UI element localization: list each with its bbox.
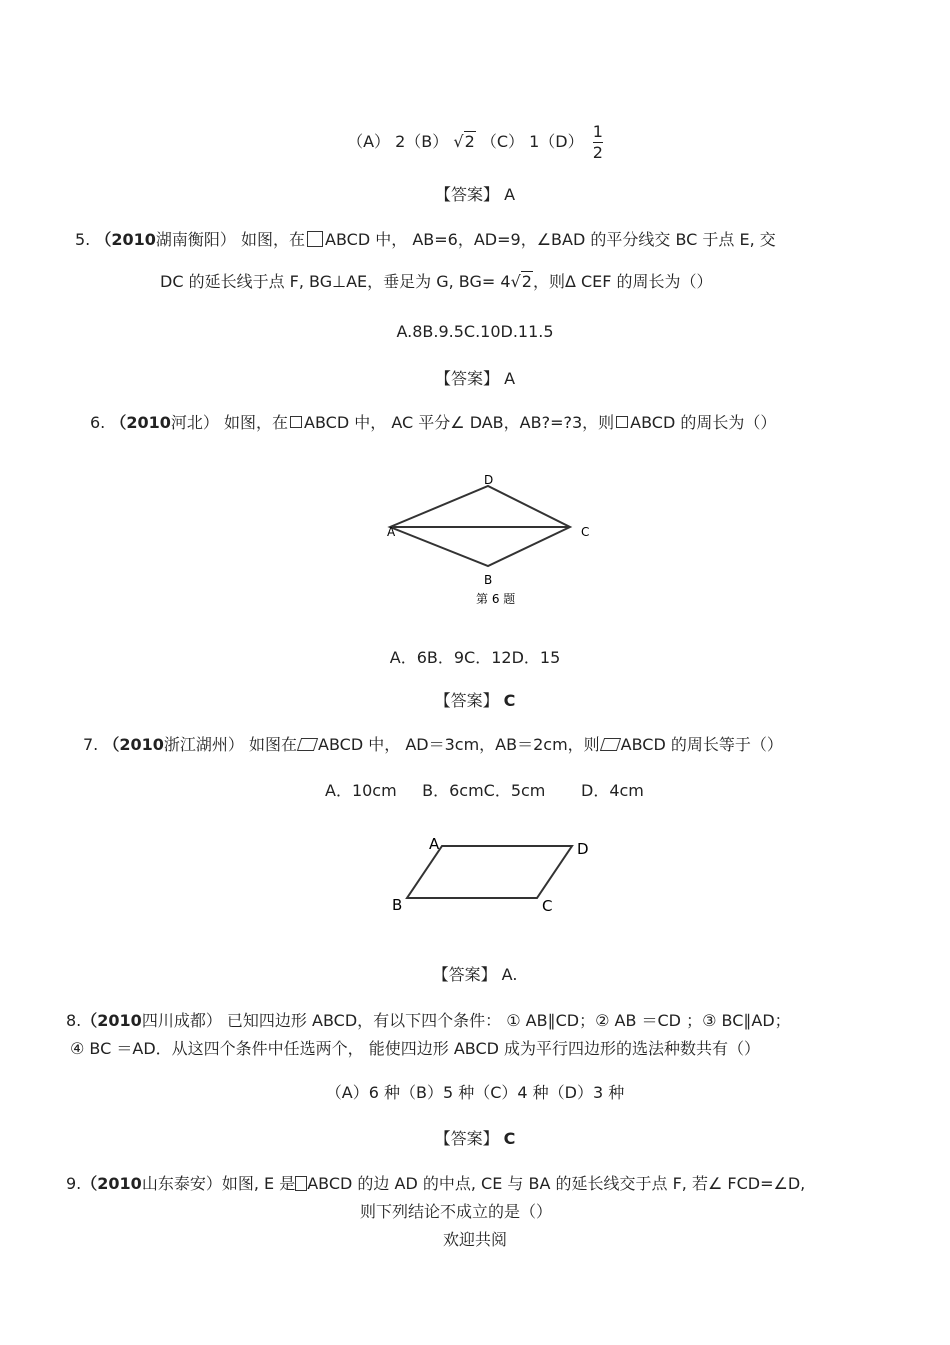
square-icon <box>295 1176 307 1191</box>
q5-options: A.8B.9.5C.10D.11.5 <box>396 322 554 341</box>
label-d: D <box>484 473 494 487</box>
figure-caption: 第 6 题 <box>476 592 516 606</box>
label-c: C <box>542 897 553 915</box>
label-d: D <box>577 840 589 858</box>
parallelogram-shape <box>407 846 572 898</box>
q6-line1: 6. （2010河北） 如图，在 ABCD 中， AC 平分∠ DAB，AB?=?3，则 ABCD 的周长为（） <box>90 413 777 432</box>
label-b: B <box>392 896 403 914</box>
label-b: B <box>484 573 493 587</box>
sqrt-symbol: √2 <box>510 272 532 291</box>
q9-line2: 则下列结论不成立的是（） <box>360 1202 553 1221</box>
q7-answer: 【答案】 A. <box>432 965 518 984</box>
page-footer: 欢迎共阅 <box>442 1230 507 1249</box>
parallelogram-icon <box>297 738 318 751</box>
sqrt-symbol: √2 <box>453 132 475 151</box>
q5-answer: 【答案】 A <box>434 369 516 388</box>
fraction-one-half: $\frac{1}{2}$ <box>592 122 603 162</box>
q4-answer: 【答案】 A <box>434 185 516 204</box>
q8-line2: ④ BC ＝AD．从这四个条件中任选两个， 能使四边形 ABCD 成为平行四边形的选法种数共有（） <box>70 1039 761 1058</box>
q9-line1: 9.（2010山东泰安）如图, E 是 ABCD 的边 AD 的中点, CE 与 BA 的延长线交于点 F, 若∠ FCD=∠D, <box>66 1174 806 1193</box>
q6-answer: 【答案】 C <box>434 691 516 710</box>
q6-figure-rhombus <box>380 470 600 610</box>
square-icon <box>307 231 323 247</box>
label-a: A <box>387 525 396 539</box>
q7-options: A．10cm B．6cmC．5cm D．4cm <box>325 781 644 800</box>
q4-options: （A） 2（B） √2 （C） 1（D） $\frac{1}{2}$ <box>347 122 603 162</box>
q8-answer: 【答案】 C <box>434 1129 516 1148</box>
q7-line1: 7. （2010浙江湖州） 如图在 ABCD 中， AD＝3cm，AB＝2cm，则 ABCD 的周长等于（） <box>83 735 783 754</box>
q8-line1: 8.（2010四川成都） 已知四边形 ABCD，有以下四个条件： ① AB∥CD；② AB ＝CD ；③ BC∥AD； <box>66 1011 791 1030</box>
q6-options: A．6B．9C．12D．15 <box>389 648 561 667</box>
label-a: A <box>429 835 440 853</box>
q5-line2: DC 的延长线于点 F, BG⊥AE，垂足为 G, BG= 4√2，则Δ CEF 的周长为（） <box>160 272 713 291</box>
parallelogram-icon <box>600 738 621 751</box>
square-icon <box>616 416 628 428</box>
square-icon <box>290 416 302 428</box>
q5-line1: 5. （2010湖南衡阳） 如图，在 ABCD 中， AB=6，AD=9，∠BAD 的平分线交 BC 于点 E, 交 <box>75 230 776 249</box>
label-c: C <box>581 525 590 539</box>
q8-options: （A）6 种（B）5 种（C）4 种（D）3 种 <box>325 1083 625 1102</box>
q7-figure-parallelogram <box>385 828 605 918</box>
